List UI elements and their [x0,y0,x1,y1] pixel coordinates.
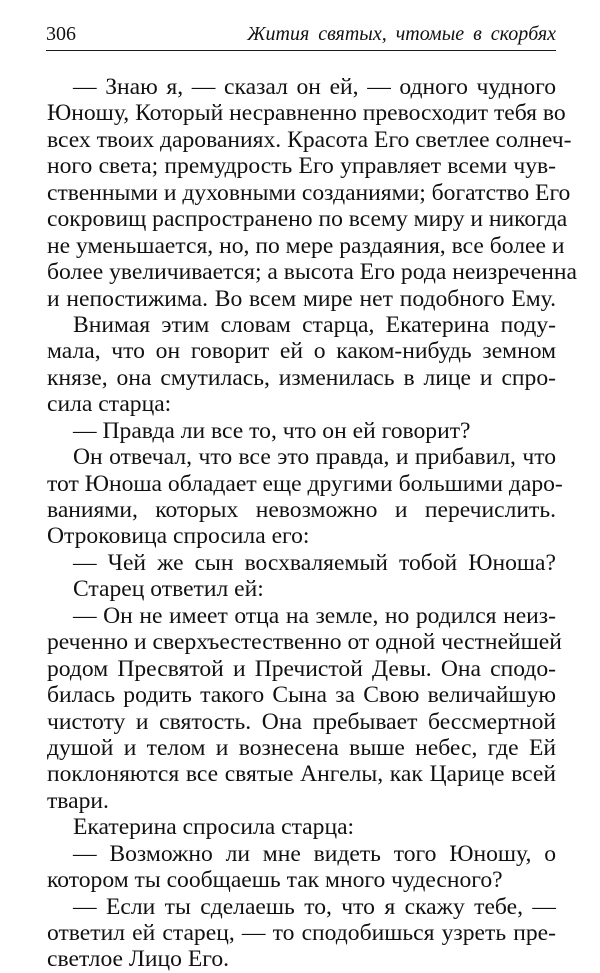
page-number: 306 [46,23,76,45]
text-line: билась родить такого Сына за Свою величайшую [47,682,556,709]
text-line: — Знаю я, — сказал он ей, — одного чудного [73,74,556,100]
running-header [46,22,556,51]
text-line: ответил ей старец, — то сподобишься узреть пре- [47,920,556,946]
text-line: — Он не имеет отца на земле, но родился неиз- [73,602,556,629]
text-line: не уменьшается, но, по мере раздаяния, все более и [47,232,565,259]
text-line: душой и телом и вознесена выше небес, где Ей [47,734,556,761]
text-line: реченно и сверхъестественно от одной честнейшей [47,629,562,656]
text-line: князе, она смутилась, изменилась в лице и спро- [47,364,556,391]
text-line: всех твоих дарованиях. Красота Его светлее солнеч- [47,126,572,153]
text-line: Старец ответил ей: [73,576,264,603]
text-line: ного света; премудрость Его управляет всеми чув- [47,153,556,180]
text-line: — Возможно ли мне видеть того Юношу, о [73,840,556,867]
text-line: Он отвечал, что все это правда, и прибавил, что [73,444,556,471]
text-line: — Правда ли все то, что он ей говорит? [73,417,471,444]
running-title: Жития святых, чтомые в скорбях [247,23,556,45]
text-line: родом Пресвятой и Пречистой Девы. Она сподо- [47,655,556,682]
text-line: сокровищ распространено по всему миру и никогда [47,206,568,233]
text-line: котором ты сообщаешь так много чудесного? [47,867,503,894]
text-line: Юношу, Который несравненно превосходит тебя во [47,100,566,127]
text-line: сила старца: [47,391,172,418]
text-line: твари. [47,787,109,814]
page-body [47,74,577,973]
text-line: ваниями, которых невозможно и перечислить. [47,497,556,523]
text-line: поклоняются все святые Ангелы, как Царице всей [47,761,556,788]
text-line: — Если ты сделаешь то, что я скажу тебе, — [73,893,556,920]
text-line: Екатерина спросила старца: [73,814,355,841]
text-line: тот Юноша обладает еще другими большими даро- [47,470,563,497]
text-line: более увеличивается; а высота Его рода неизреченна [47,259,577,286]
text-line: светлое Лицо Его. [47,946,230,973]
text-line: Внимая этим словам старца, Екатерина поду- [73,311,556,338]
text-line: — Чей же сын восхваляемый тобой Юноша? [73,549,556,576]
text-line: и непостижима. Во всем мире нет подобного Ему. [47,285,556,312]
text-line: мала, что он говорит ей о каком-нибудь земном [47,338,556,365]
text-line: чистоту и святость. Она пребывает бессмертной [47,708,556,735]
text-line: Отроковица спросила его: [47,523,310,550]
text-line: ственными и духовными созданиями; богатство Его [47,179,571,206]
